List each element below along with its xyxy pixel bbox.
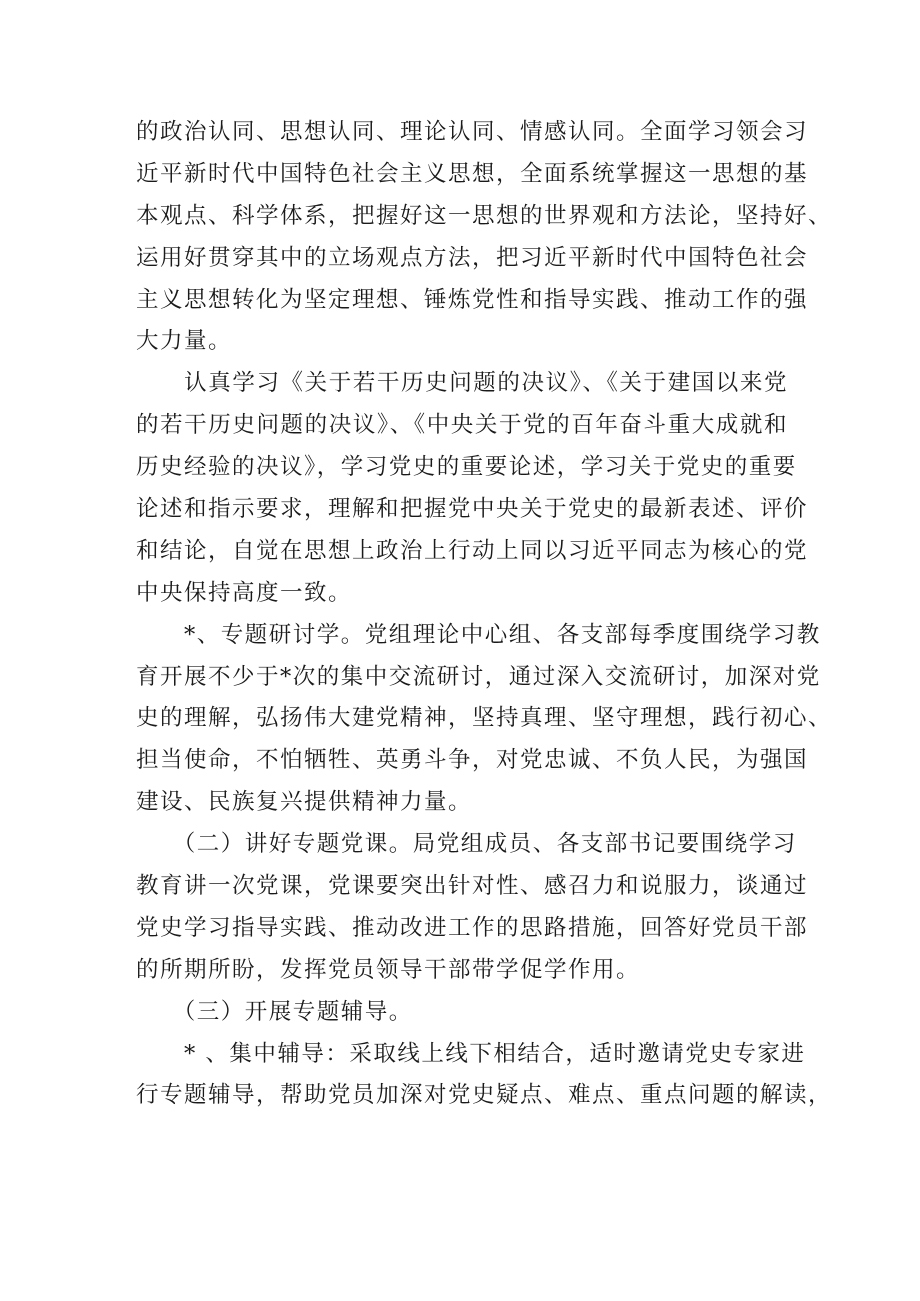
- paragraph-5: [136, 992, 788, 1034]
- text-line: 史的理解，弘扬伟大建党精神，坚持真理、坚守理想，践行初心、: [136, 705, 833, 732]
- paragraph-4: [136, 824, 809, 992]
- text-line: * 、集中辅导：采取线上线下相结合，适时邀请党史专家进: [136, 1040, 806, 1067]
- text-line: 中央保持高度一致。: [136, 579, 353, 606]
- text-line: 建设、民族复兴提供精神力量。: [136, 789, 473, 816]
- text-line: 行专题辅导，帮助党员加深对党史疑点、难点、重点问题的解读，: [136, 1082, 833, 1109]
- paragraph-1: [136, 112, 833, 363]
- text-line: 论述和指示要求，理解和把握党中央关于党史的最新表述、评价: [136, 496, 809, 523]
- paragraph-6: [136, 1034, 833, 1118]
- text-line: 的政治认同、思想认同、理论认同、情感认同。全面学习领会习: [136, 119, 809, 145]
- text-line: 和结论，自觉在思想上政治上行动上同以习近平同志为核心的党: [136, 537, 809, 564]
- text-line: 认真学习《关于若干历史问题的决议》、《关于建国以来党: [136, 370, 788, 397]
- text-line: 担当使命，不怕牺牲、英勇斗争，对党忠诚、不负人民，为强国: [136, 747, 809, 774]
- document-body: [136, 112, 833, 1117]
- text-line: 近平新时代中国特色社会主义思想，全面系统掌握这一思想的基: [136, 160, 809, 187]
- text-line: 党史学习指导实践、推动改进工作的思路措施，回答好党员干部: [136, 914, 809, 941]
- paragraph-2: [136, 363, 809, 614]
- text-line: 的若干历史问题的决议》、《中央关于党的百年奋斗重大成就和: [136, 412, 788, 439]
- text-line: （三）开展专题辅导。: [136, 998, 413, 1025]
- paragraph-3: [136, 615, 833, 824]
- text-line: 大力量。: [136, 328, 233, 355]
- text-line: 运用好贯穿其中的立场观点方法，把习近平新时代中国特色社会: [136, 244, 809, 271]
- text-line: 主义思想转化为坚定理想、锤炼党性和指导实践、推动工作的强: [136, 286, 809, 313]
- text-line: *、专题研讨学。党组理论中心组、各支部每季度围绕学习教: [136, 621, 821, 648]
- text-line: 教育讲一次党课，党课要突出针对性、感召力和说服力，谈通过: [136, 873, 809, 900]
- text-line: 育开展不少于*次的集中交流研讨，通过深入交流研讨，加深对党: [136, 663, 821, 690]
- text-line: 的所期所盼，发挥党员领导干部带学促学作用。: [136, 956, 641, 983]
- text-line: 本观点、科学体系，把握好这一思想的世界观和方法论，坚持好、: [136, 202, 833, 229]
- text-line: 历史经验的决议》，学习党史的重要论述，学习关于党史的重要: [136, 454, 797, 481]
- text-line: （二）讲好专题党课。局党组成员、各支部书记要围绕学习: [136, 831, 797, 858]
